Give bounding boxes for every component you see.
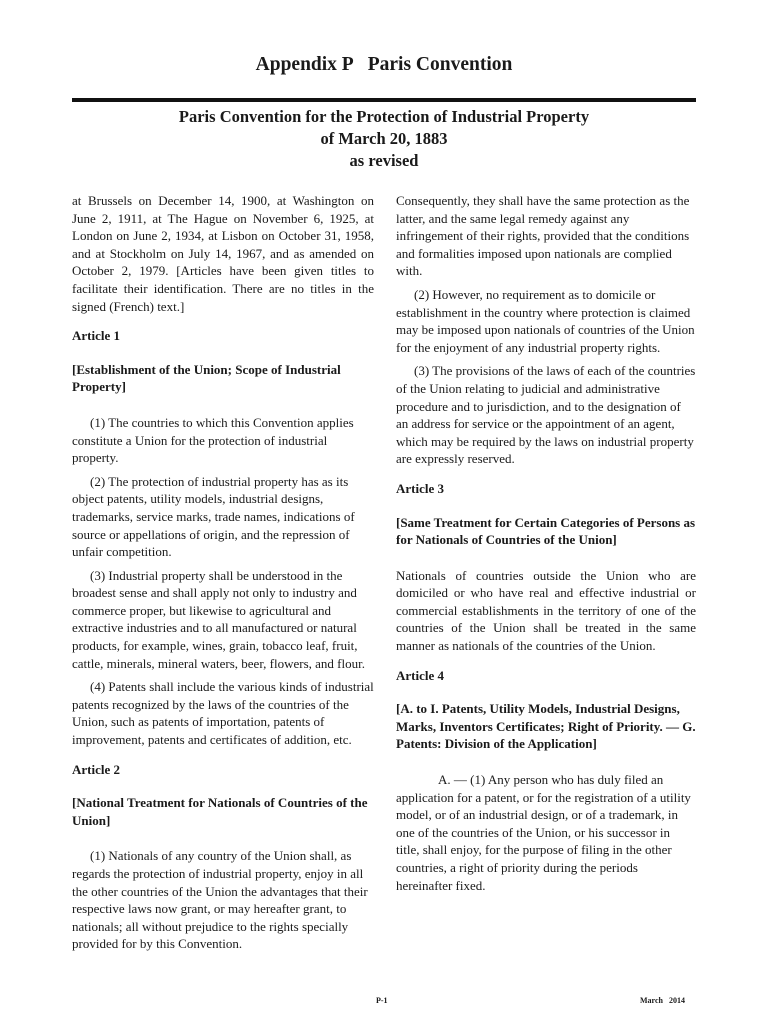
- left-column: [72, 192, 374, 959]
- appendix-title: Paris Convention: [367, 54, 513, 75]
- article-3-heading: Article 3: [396, 480, 445, 496]
- document-title-line3: as revised: [349, 151, 419, 170]
- article-1-paragraph-3: (3) Industrial property shall be understood in the broadest sense and shall apply not only to industry and commerce proper, but likewise to agricultural and extractive industries and to all manufactured or natural products, for example, wines, grain, tobacco leaf, fruit, cattle, minerals, mineral waters, beer, flowers, and flour.: [72, 567, 365, 671]
- appendix-label: Appendix P: [255, 54, 354, 75]
- heading-rule: [72, 98, 696, 102]
- document-title-line2: of March 20, 1883: [320, 129, 448, 148]
- document-title: [0, 106, 768, 172]
- document-title-line1: Paris Convention for the Protection of Industrial Property: [178, 107, 590, 126]
- article-4-heading: Article 4: [396, 667, 445, 683]
- article-2-heading: Article 2: [72, 761, 121, 777]
- intro-paragraph: at Brussels on December 14, 1900, at Washington on June 2, 1911, at The Hague on November 6, 1925, at London on June 2, 1934, at Lisbon on October 31, 1958, and at Stockholm on July 14, 1967, and as amended on October 2, 1979. [Articles have been given titles to facilitate their identification. There are no titles in the signed (French) text.]: [72, 193, 374, 314]
- article-1-heading: Article 1: [72, 328, 121, 344]
- article-4-paragraph-1: A. — (1) Any person who has duly filed an application for a patent, or for the registration of a utility model, or of an industrial design, or of a trademark, in one of the countries of the Union, or his successor in title, shall enjoy, for the purpose of filing in the other countries, a right of priority during the periods hereinafter fixed.: [396, 772, 691, 893]
- article-2-subheading: [National Treatment for Nationals of Countries of the Union]: [72, 795, 368, 828]
- article-3-paragraph-1: Nationals of countries outside the Union who are domiciled or who have real and effective industrial or commercial establishments in the territory of one of the countries of the Union shall be treated in the same manner as nationals of the countries of the Union.: [396, 567, 696, 654]
- article-2-paragraph-2: (2) However, no requirement as to domicile or establishment in the country where protection is claimed may be imposed upon nationals of countries of the Union for the enjoyment of any industrial property rights.: [396, 286, 695, 355]
- right-column: [396, 192, 696, 900]
- article-4-subheading: [A. to I. Patents, Utility Models, Industrial Designs, Marks, Inventors Certificates; Right of Priority. — G. Patents: Division of the Application]: [396, 701, 696, 752]
- article-1-paragraph-4: (4) Patents shall include the various kinds of industrial patents recognized by the laws of the countries of the Union, such as patents of importation, patents of improvement, patents and certificates of addition, etc.: [72, 679, 374, 748]
- page-heading: [0, 54, 768, 76]
- article-3-subheading: [Same Treatment for Certain Categories of Persons as for Nationals of Countries of the Union]: [396, 514, 696, 548]
- article-2-paragraph-1: (1) Nationals of any country of the Union shall, as regards the protection of industrial property, enjoy in all the other countries of the Union the advantages that their respective laws now grant, or may hereafter grant, to nationals; all without prejudice to the rights specially provided for by this Convention.: [72, 848, 368, 952]
- article-1-paragraph-2: (2) The protection of industrial property has as its object patents, utility models, industrial designs, trademarks, service marks, trade names, indications of source or appellations of origin, and the repression of unfair competition.: [72, 473, 355, 560]
- article-1-subheading: [Establishment of the Union; Scope of Industrial Property]: [72, 361, 341, 395]
- footer-date: March 2014: [640, 996, 685, 1005]
- article-2-paragraph-1-continued: Consequently, they shall have the same protection as the latter, and the same legal remedy against any infringement of their rights, provided that the conditions and formalities imposed upon nationals are complied with.: [396, 193, 690, 279]
- article-2-paragraph-3: (3) The provisions of the laws of each of the countries of the Union relating to judicial and administrative procedure and to jurisdiction, and to the designation of an address for service or the appointment of an agent, which may be required by the laws on industrial property are expressly reserved.: [396, 363, 696, 467]
- article-1-paragraph-1: (1) The countries to which this Convention applies constitute a Union for the protection of industrial property.: [72, 414, 354, 466]
- page-number: P-1: [376, 996, 388, 1005]
